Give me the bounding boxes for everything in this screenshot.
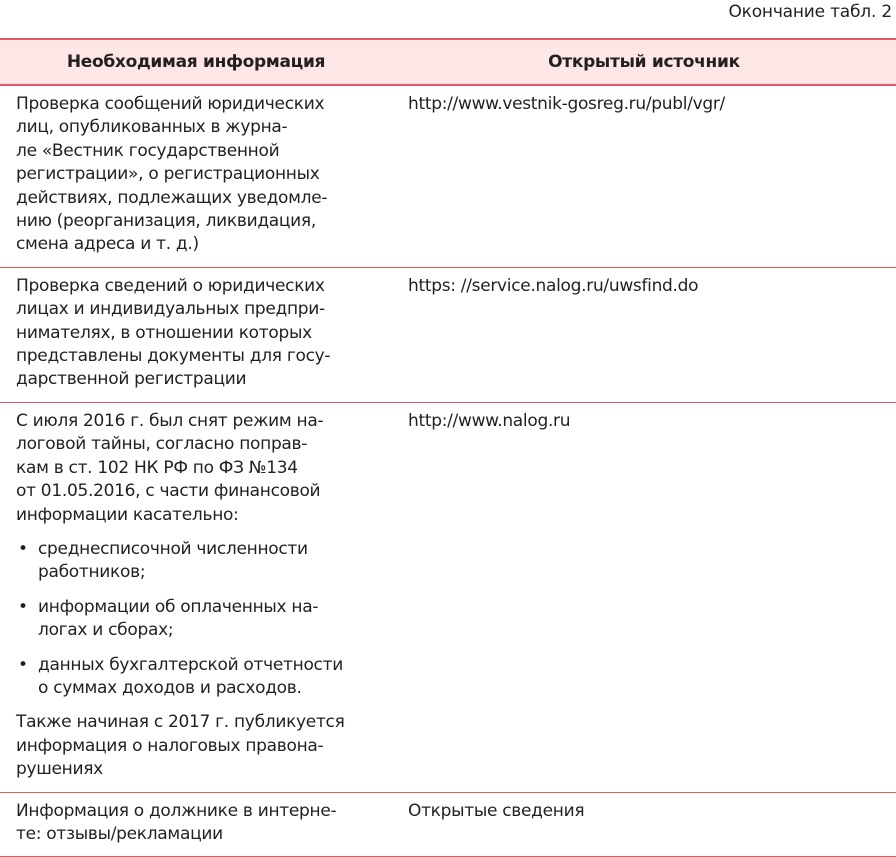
text-line: Проверка сообщений юридических (16, 94, 325, 114)
text-line: логах и сборах; (38, 620, 174, 641)
cell-open-source (392, 792, 896, 857)
bullet-item (16, 654, 392, 701)
text-line: нию (реорганизация, ликвидация, (16, 211, 316, 232)
cell-open-source (392, 402, 896, 792)
cell-required-info (0, 85, 392, 267)
cell-required-info (0, 792, 392, 857)
table-row (0, 402, 896, 792)
text-line: Проверка сведений о юридических (16, 275, 325, 296)
info-sources-table (0, 38, 896, 857)
table-row (0, 85, 896, 267)
text-line: смена адреса и т. д.) (16, 234, 199, 255)
cell-required-info (0, 402, 392, 792)
paragraph (16, 711, 392, 781)
text-line: от 01.05.2016, с части финансовой (16, 481, 321, 502)
text-line: кам в ст. 102 НК РФ по ФЗ №134 (16, 457, 298, 478)
text-line: • данных бухгалтерской отчетности (16, 654, 392, 677)
source-text: Открытые сведения (408, 800, 585, 821)
text-line: работников; (38, 562, 146, 583)
cell-required-info (0, 267, 392, 402)
source-text: http://www.nalog.ru (408, 410, 571, 431)
text-line: представлены документы для госу- (16, 346, 331, 367)
text-line: информация о налоговых правона- (16, 735, 324, 756)
source-text: http://www.vestnik-gosreg.ru/publ/vgr/ (408, 94, 725, 114)
table-row (0, 792, 896, 857)
text-line: о суммах доходов и расходов. (38, 677, 302, 698)
header-open-source: Открытый источник (392, 39, 896, 85)
cell-open-source (392, 85, 896, 267)
text-line: • информации об оплаченных на- (16, 596, 392, 619)
header-required-info: Необходимая информация (0, 39, 392, 85)
paragraph (16, 93, 392, 257)
paragraph (16, 410, 392, 527)
table-caption: Окончание табл. 2 (728, 2, 892, 22)
text-line: Также начиная с 2017 г. публикуется (16, 712, 345, 733)
source-text: https: //service.nalog.ru/uwsfind.do (408, 275, 699, 296)
text-line: Информация о должнике в интерне- (16, 800, 337, 821)
text-line: рушениях (16, 759, 103, 780)
cell-open-source (392, 267, 896, 402)
text-line: те: отзывы/рекламации (16, 823, 223, 844)
paragraph (16, 800, 392, 847)
text-line: информации касательно: (16, 504, 239, 525)
paragraph (16, 275, 392, 392)
bullet-item (16, 538, 392, 585)
text-line: С июля 2016 г. был снят режим на- (16, 410, 324, 431)
text-line: лицах и индивидуальных предпри- (16, 299, 325, 320)
text-line: • среднесписочной численности (16, 538, 392, 561)
table-row (0, 267, 896, 402)
text-line: ле «Вестник государственной (16, 140, 280, 161)
text-line: дарственной регистрации (16, 369, 247, 390)
text-line: регистрации», о регистрационных (16, 164, 320, 185)
text-line: лиц, опубликованных в журна- (16, 117, 288, 138)
text-line: нимателях, в отношении которых (16, 322, 312, 343)
text-line: логовой тайны, согласно поправ- (16, 434, 308, 455)
table-header-row (0, 39, 896, 85)
bullet-item (16, 596, 392, 643)
text-line: действиях, подлежащих уведомле- (16, 187, 328, 208)
